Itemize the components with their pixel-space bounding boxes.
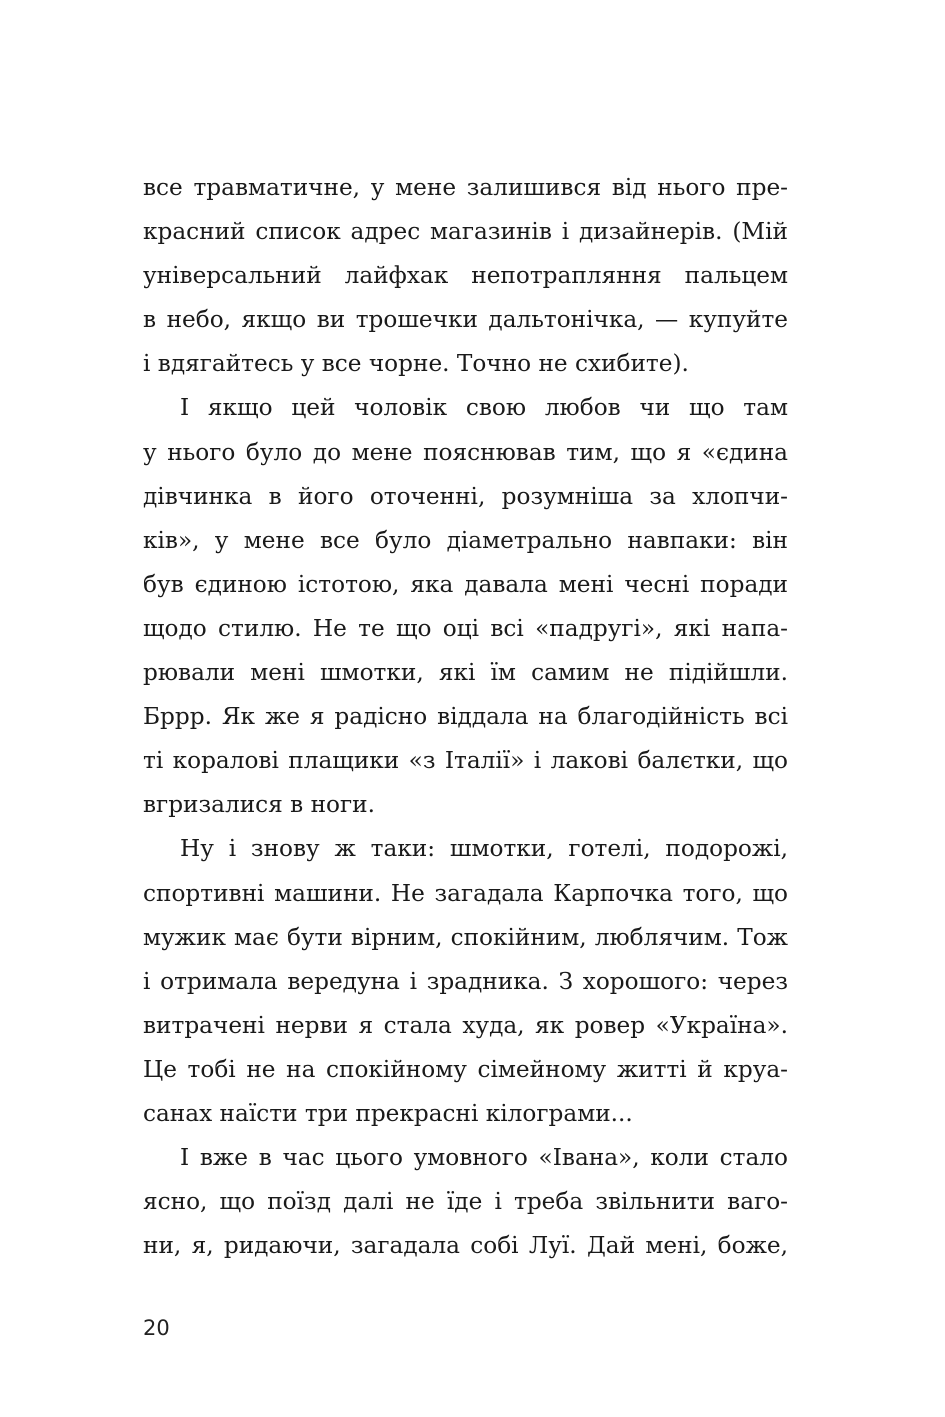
text-line: був єдиною істотою, яка давала мені чесні поради bbox=[143, 570, 788, 598]
text-line: ни, я, ридаючи, загадала собі Луї. Дай мені, боже, bbox=[143, 1232, 788, 1260]
text-line: у нього було до мене пояснював тим, що я «єдина bbox=[143, 438, 788, 466]
text-line: рювали мені шмотки, які їм самим не підійшли. bbox=[143, 659, 788, 687]
text-line: все травматичне, у мене залишився від нього пре- bbox=[143, 174, 788, 201]
text-line: дівчинка в його оточенні, розумніша за хлопчи- bbox=[143, 482, 788, 510]
text-line: вгризалися в ноги. bbox=[143, 791, 375, 819]
text-line: витрачені нерви я стала худа, як ровер «Україна». bbox=[143, 1011, 788, 1039]
text-line: ясно, що поїзд далі не їде і треба звільнити ваго- bbox=[143, 1188, 788, 1216]
text-line: І вже в час цього умовного «Івана», коли стало bbox=[180, 1144, 788, 1172]
text-line: Ну і знову ж таки: шмотки, готелі, подорожі, bbox=[180, 835, 788, 863]
text-line: і вдягайтесь у все чорне. Точно не схибите). bbox=[143, 350, 689, 378]
body-text bbox=[143, 166, 788, 1268]
page-number: 20 bbox=[143, 1316, 170, 1340]
text-line: мужик має бути вірним, спокійним, люблячим. Тож bbox=[143, 923, 788, 951]
text-line: І якщо цей чоловік свою любов чи що там bbox=[180, 394, 788, 422]
text-line: Це тобі не на спокійному сімейному житті й круа- bbox=[143, 1055, 788, 1083]
text-line: ті коралові плащики «з Італії» і лакові балєтки, що bbox=[143, 747, 788, 775]
paragraph-1 bbox=[143, 166, 788, 386]
paragraph-4 bbox=[143, 1136, 788, 1268]
text-line: санах наїсти три прекрасні кілограми... bbox=[143, 1099, 633, 1127]
text-line: красний список адрес магазинів і дизайнерів. (Мій bbox=[143, 218, 788, 246]
text-line: в небо, якщо ви трошечки дальтонічка, — купуйте bbox=[143, 306, 788, 334]
text-line: щодо стилю. Не те що оці всі «падругі», які напа- bbox=[143, 614, 788, 642]
text-line: і отримала вередуна і зрадника. З хорошого: через bbox=[143, 967, 788, 995]
paragraph-2 bbox=[143, 386, 788, 827]
text-line: універсальний лайфхак непотрапляння пальцем bbox=[143, 262, 788, 290]
text-line: спортивні машини. Не загадала Карпочка того, що bbox=[143, 879, 788, 907]
paragraph-3 bbox=[143, 827, 788, 1136]
text-line: Бррр. Як же я радісно віддала на благодійність всі bbox=[143, 703, 788, 731]
text-line: ків», у мене все було діаметрально навпаки: він bbox=[143, 526, 788, 554]
